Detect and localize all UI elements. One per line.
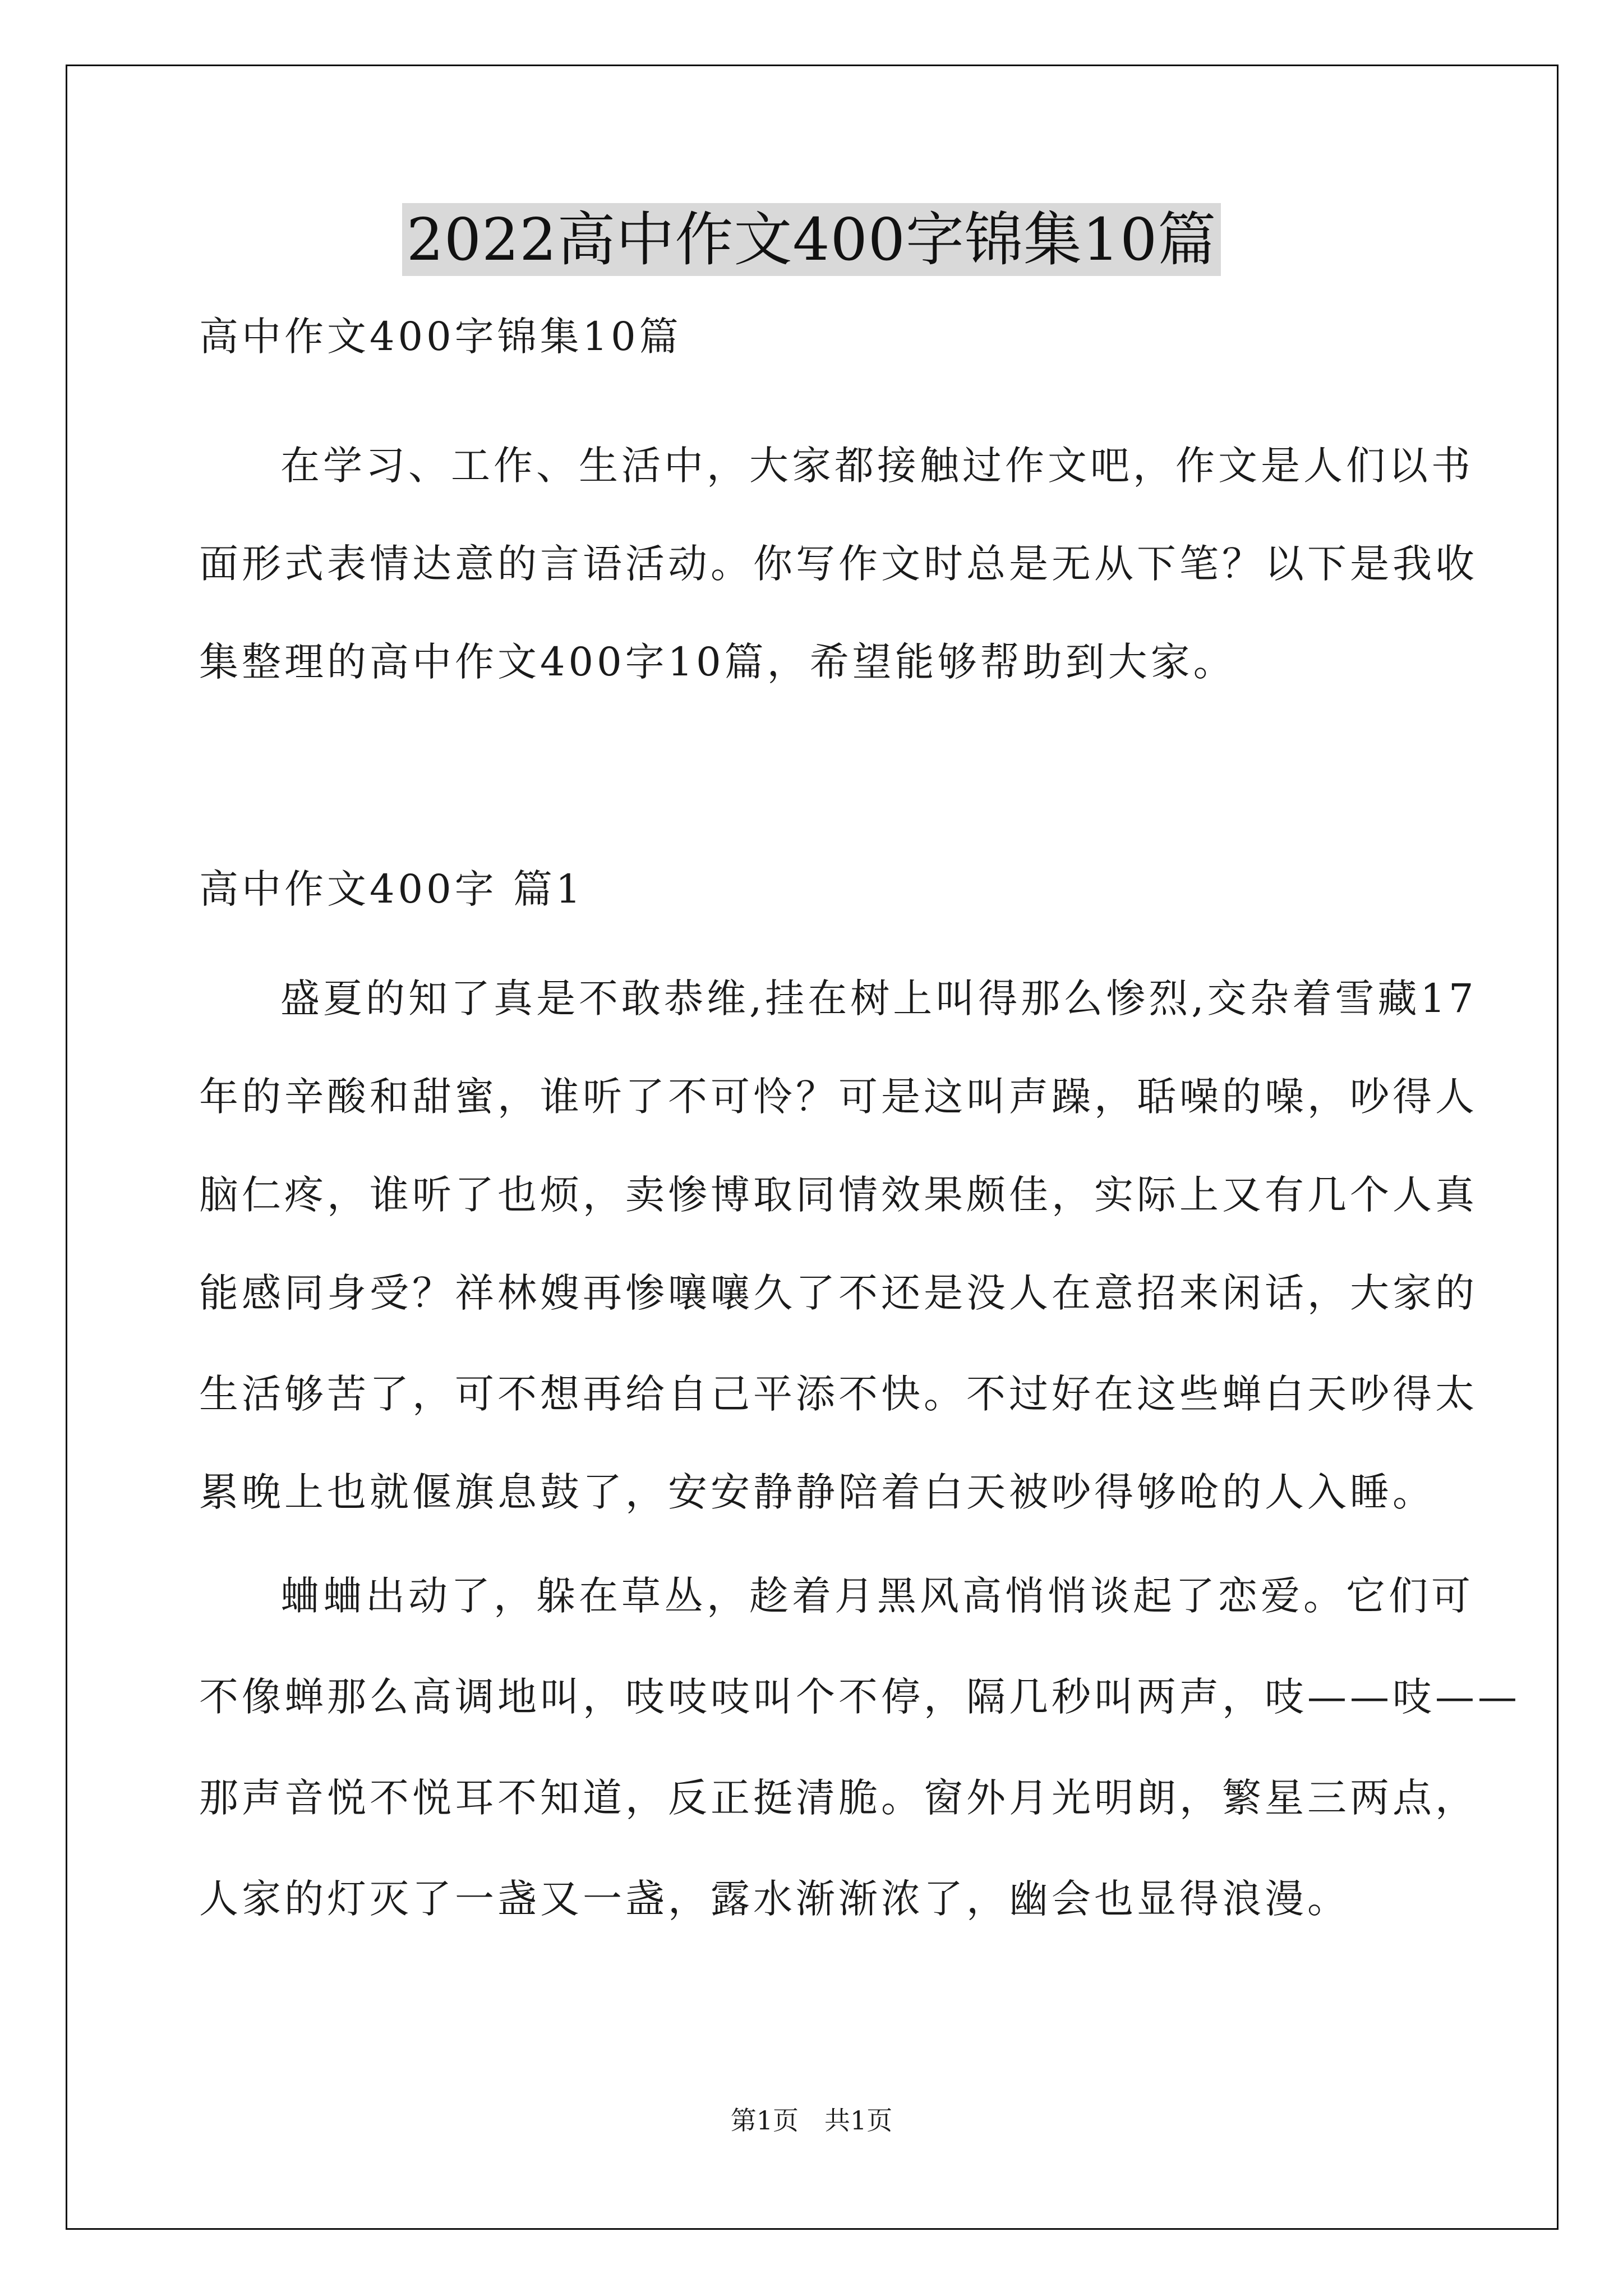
- paragraph1-line-2: 年的辛酸和甜蜜，谁听了不可怜？可是这叫声躁，聒噪的噪，吵得人: [199, 1074, 1478, 1120]
- paragraph2-line-1: 蛐蛐出动了，躲在草丛，趁着月黑风高悄悄谈起了恋爱。它们可: [280, 1573, 1474, 1619]
- paragraph2-line-4: 人家的灯灭了一盏又一盏，露水渐渐浓了，幽会也显得浪漫。: [199, 1876, 1350, 1922]
- document-title: 2022高中作文400字锦集10篇: [402, 203, 1221, 276]
- intro-line-2: 面形式表情达意的言语活动。你写作文时总是无从下笔？以下是我收: [199, 541, 1478, 587]
- paragraph1-line-6: 累晚上也就偃旗息鼓了，安安静静陪着白天被吵得够呛的人入睡。: [199, 1469, 1435, 1515]
- intro-line-1: 在学习、工作、生活中，大家都接触过作文吧，作文是人们以书: [280, 443, 1474, 489]
- paragraph1-line-5: 生活够苦了，可不想再给自己平添不快。不过好在这些蝉白天吵得太: [199, 1371, 1478, 1417]
- paragraph2-line-2: 不像蝉那么高调地叫，吱吱吱叫个不停，隔几秒叫两声，吱——吱——: [199, 1674, 1520, 1720]
- document-subtitle: 高中作文400字锦集10篇: [199, 314, 682, 360]
- intro-line-3: 集整理的高中作文400字10篇，希望能够帮助到大家。: [199, 639, 1236, 685]
- paragraph2-line-3: 那声音悦不悦耳不知道，反正挺清脆。窗外月光明朗，繁星三两点，: [199, 1775, 1478, 1821]
- paragraph1-line-1: 盛夏的知了真是不敢恭维,挂在树上叫得那么惨烈,交杂着雪藏17: [280, 976, 1477, 1022]
- title-container: [0, 203, 1623, 276]
- page-footer: 第1页 共1页: [730, 2105, 893, 2136]
- section-heading: 高中作文400字 篇1: [199, 866, 584, 912]
- paragraph1-line-3: 脑仁疼，谁听了也烦，卖惨博取同情效果颇佳，实际上又有几个人真: [199, 1172, 1478, 1218]
- paragraph1-line-4: 能感同身受？祥林嫂再惨嚷嚷久了不还是没人在意招来闲话，大家的: [199, 1270, 1478, 1316]
